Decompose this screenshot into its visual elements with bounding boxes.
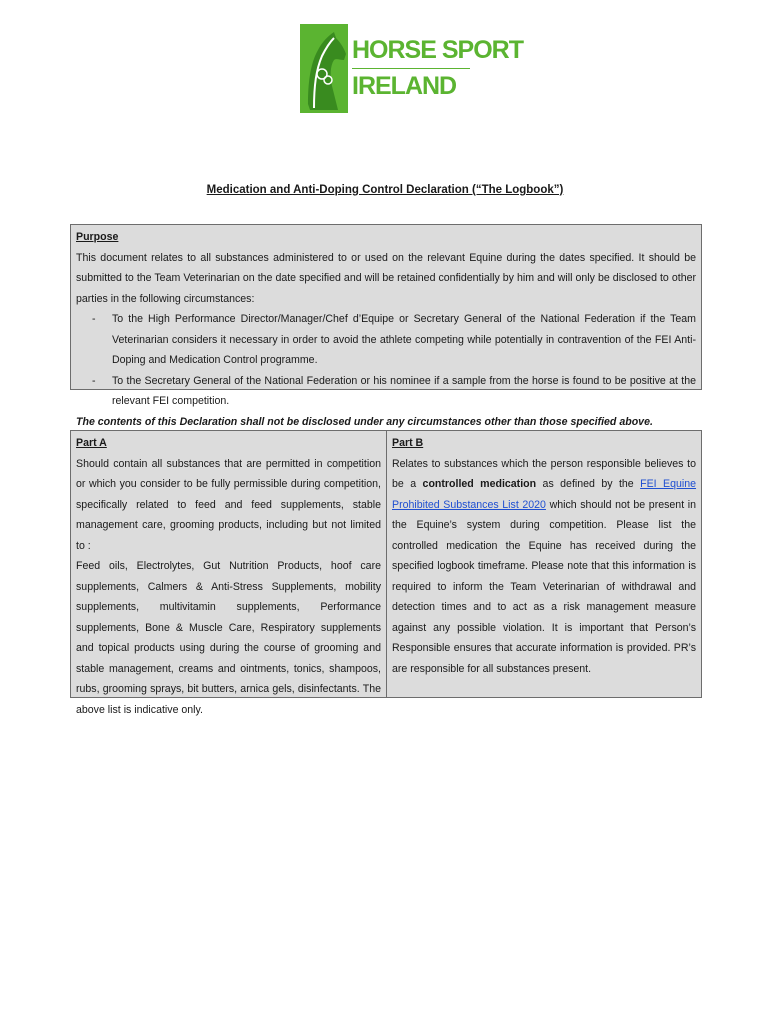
purpose-bullet-text: To the High Performance Director/Manager/Chef d’Equipe or Secretary General of the National Federation if the Team Veterinarian considers it necessary in order to avoid the athlete competing while potentially in contravention of the FEI Anti-Doping and Medication Control programme. [112, 313, 696, 366]
logo-text-line2: IRELAND [352, 72, 457, 100]
purpose-closing: The contents of this Declaration shall not be disclosed under any circumstances other than those specified above. [76, 415, 653, 428]
document-title: Medication and Anti-Doping Control Declaration (“The Logbook”) [206, 184, 564, 196]
part-a-list: Feed oils, Electrolytes, Gut Nutrition Products, hoof care supplements, Calmers & Anti-Stress Supplements, mobility supplements, multivitamin supplements, Performance supplements, Bone & Muscle Care, Respiratory supplements and topical products using during the course of grooming and stable management, creams and ointments, tonics, shampoos, rubs, grooming sprays, bit butters, arnica gels, disinfectants. The above list is indicative only. [76, 560, 381, 716]
part-a-cell [71, 431, 387, 716]
bullet-marker: - [92, 313, 96, 325]
fei-prohibited-list-link[interactable]: FEI Equine Prohibited Substances List 2020 [392, 478, 697, 511]
part-b-text-mid: as defined by the [542, 478, 634, 490]
purpose-heading: Purpose [76, 231, 119, 243]
part-a-text: Should contain all substances that are permitted in competition or which you consider to be fully permissible during competition, specifically related to feed and feed supplements, stable management care, grooming products, including but not limited to : [76, 457, 381, 552]
logo-text-line1: HORSE SPORT [352, 36, 523, 64]
horse-sport-ireland-logo [300, 24, 523, 113]
horse-head-icon [300, 24, 348, 113]
part-b-cell [387, 431, 701, 697]
bullet-marker: - [92, 374, 96, 387]
part-b-text-post: which should not be present in the Equine’s system during competition. Please list the controlled medication the Equine has received during the specified logbook timeframe. Please note that this information is required to inform the Team Veterinarian of withdrawal and detection times and to act as a risk management measure against any possible violation. It is important that Person’s Responsible ensures that accurate information is provided. PR’s are responsible for all substances present. [392, 498, 696, 675]
part-b-heading: Part B [392, 437, 424, 449]
part-b-text-pre: Relates to substances which the person responsible believes to be a [392, 457, 696, 490]
purpose-bullet [76, 371, 696, 412]
purpose-intro: This document relates to all substances administered to or used on the relevant Equine during the dates specified. It should be submitted to the Team Veterinarian on the date specified and will be retained confidentially by him and will only be disclosed to other parties in the following circumstances: [76, 251, 696, 305]
part-a-heading: Part A [76, 437, 107, 449]
logo-divider [352, 68, 470, 69]
part-b-text [392, 454, 696, 680]
part-b-bold: controlled medication [422, 478, 537, 490]
purpose-bullet [76, 309, 696, 371]
purpose-box [70, 224, 702, 428]
purpose-bullet-text: To the Secretary General of the National Federation or his nominee if a sample from the horse is found to be positive at the relevant FEI competition. [112, 374, 696, 407]
parts-table [70, 430, 702, 716]
